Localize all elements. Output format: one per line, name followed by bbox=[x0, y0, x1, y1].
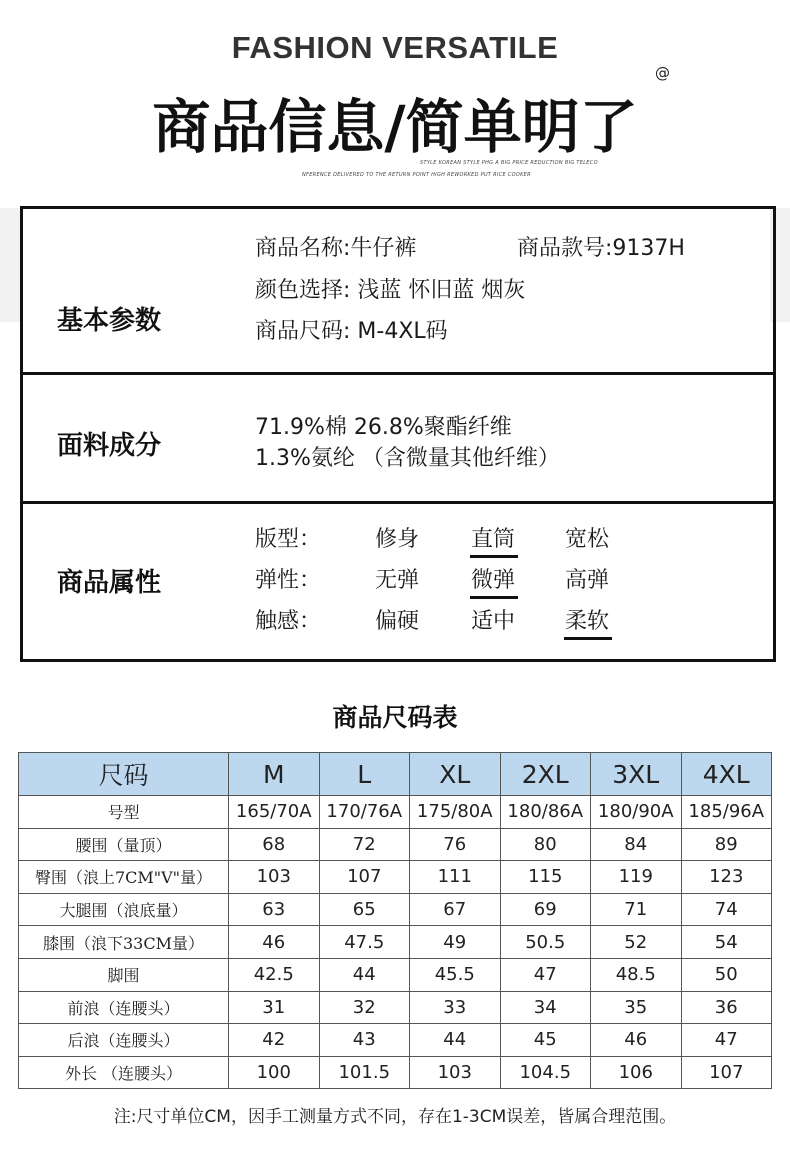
table-cell: 47.5 bbox=[319, 926, 410, 959]
table-cell: 44 bbox=[410, 1024, 501, 1057]
table-cell: 65 bbox=[319, 893, 410, 926]
table-row bbox=[19, 1024, 772, 1057]
product-name: 商品名称:牛仔裤 bbox=[255, 236, 417, 261]
decorative-text-1: STYLE KOREAN STYLE PHG A BIG PRICE REDUCTION BIG TELECO bbox=[420, 160, 598, 166]
section-fabric bbox=[23, 375, 773, 501]
section-label-basic: 基本参数 bbox=[57, 306, 162, 336]
size-header-row bbox=[19, 753, 772, 796]
selected-underline bbox=[470, 596, 518, 599]
table-cell: 31 bbox=[229, 991, 320, 1024]
table-cell: 46 bbox=[591, 1024, 682, 1057]
table-cell: 72 bbox=[319, 828, 410, 861]
table-cell: 54 bbox=[681, 926, 772, 959]
size-table bbox=[18, 752, 772, 1089]
attribute-option-selected: 微弹 bbox=[471, 568, 516, 593]
table-row bbox=[19, 861, 772, 894]
page-title: 商品信息/简单明了 bbox=[152, 93, 638, 161]
table-cell: 36 bbox=[681, 991, 772, 1024]
attribute-name: 触感： bbox=[255, 609, 322, 634]
attribute-option: 高弹 bbox=[565, 568, 610, 593]
header-size-label: 尺码 bbox=[19, 753, 229, 796]
table-cell: 103 bbox=[229, 861, 320, 894]
table-cell: 119 bbox=[591, 861, 682, 894]
table-cell: 49 bbox=[410, 926, 501, 959]
attribute-option: 无弹 bbox=[375, 568, 420, 593]
table-cell: 33 bbox=[410, 991, 501, 1024]
section-attributes bbox=[23, 504, 773, 659]
header-size: M bbox=[229, 753, 320, 796]
table-cell: 80 bbox=[500, 828, 591, 861]
header-size: L bbox=[319, 753, 410, 796]
attribute-option-selected: 直筒 bbox=[471, 527, 516, 552]
product-model: 商品款号:9137H bbox=[517, 236, 685, 261]
table-cell: 104.5 bbox=[500, 1056, 591, 1089]
table-cell: 45.5 bbox=[410, 958, 501, 991]
table-cell: 74 bbox=[681, 893, 772, 926]
table-cell: 185/96A bbox=[681, 796, 772, 829]
table-cell: 68 bbox=[229, 828, 320, 861]
attribute-name: 版型： bbox=[255, 527, 322, 552]
section-basic bbox=[23, 209, 773, 372]
title-en: FASHION VERSATILE bbox=[231, 30, 559, 65]
row-label: 后浪（连腰头） bbox=[19, 1024, 229, 1057]
section-label-attributes: 商品属性 bbox=[57, 568, 162, 598]
row-label: 膝围（浪下33CM量） bbox=[19, 926, 229, 959]
row-label: 外长 （连腰头） bbox=[19, 1056, 229, 1089]
attribute-option: 宽松 bbox=[565, 527, 610, 552]
section-label-fabric: 面料成分 bbox=[57, 431, 162, 461]
attribute-option: 偏硬 bbox=[375, 609, 420, 634]
table-cell: 42 bbox=[229, 1024, 320, 1057]
header-size: 2XL bbox=[500, 753, 591, 796]
table-row bbox=[19, 796, 772, 829]
side-band-left bbox=[0, 208, 20, 322]
row-label: 脚围 bbox=[19, 958, 229, 991]
table-cell: 76 bbox=[410, 828, 501, 861]
attribute-option: 修身 bbox=[375, 527, 420, 552]
table-row bbox=[19, 958, 772, 991]
decorative-text-2: NFERENCE DELIVERED TO THE RETURN POINT HIGH REWORKED PUT RICE COOKER bbox=[302, 172, 531, 178]
table-cell: 52 bbox=[591, 926, 682, 959]
table-cell: 46 bbox=[229, 926, 320, 959]
table-row bbox=[19, 893, 772, 926]
table-cell: 45 bbox=[500, 1024, 591, 1057]
attribute-option-selected: 柔软 bbox=[565, 609, 610, 634]
attribute-name: 弹性： bbox=[255, 568, 322, 593]
table-cell: 32 bbox=[319, 991, 410, 1024]
table-cell: 106 bbox=[591, 1056, 682, 1089]
table-cell: 47 bbox=[500, 958, 591, 991]
table-cell: 100 bbox=[229, 1056, 320, 1089]
table-row bbox=[19, 1056, 772, 1089]
table-cell: 44 bbox=[319, 958, 410, 991]
table-cell: 115 bbox=[500, 861, 591, 894]
row-label: 号型 bbox=[19, 796, 229, 829]
table-row bbox=[19, 991, 772, 1024]
selected-underline bbox=[564, 637, 612, 640]
table-cell: 34 bbox=[500, 991, 591, 1024]
table-row bbox=[19, 926, 772, 959]
table-cell: 69 bbox=[500, 893, 591, 926]
table-cell: 107 bbox=[319, 861, 410, 894]
attribute-option: 适中 bbox=[471, 609, 516, 634]
table-cell: 170/76A bbox=[319, 796, 410, 829]
table-cell: 35 bbox=[591, 991, 682, 1024]
table-row bbox=[19, 828, 772, 861]
table-cell: 50 bbox=[681, 958, 772, 991]
table-cell: 50.5 bbox=[500, 926, 591, 959]
table-cell: 67 bbox=[410, 893, 501, 926]
table-cell: 165/70A bbox=[229, 796, 320, 829]
fabric-line-1: 71.9%棉 26.8%聚酯纤维 bbox=[255, 415, 512, 440]
table-cell: 71 bbox=[591, 893, 682, 926]
table-cell: 47 bbox=[681, 1024, 772, 1057]
size-note: 注:尺寸单位CM，因手工测量方式不同，存在1-3CM误差，皆属合理范围。 bbox=[113, 1107, 677, 1127]
table-cell: 107 bbox=[681, 1056, 772, 1089]
row-label: 大腿围（浪底量） bbox=[19, 893, 229, 926]
row-label: 腰围（量顶） bbox=[19, 828, 229, 861]
info-box bbox=[20, 206, 776, 662]
table-cell: 123 bbox=[681, 861, 772, 894]
size-range: 商品尺码: M-4XL码 bbox=[255, 319, 448, 344]
color-options: 颜色选择: 浅蓝 怀旧蓝 烟灰 bbox=[255, 278, 526, 303]
size-chart-title: 商品尺码表 bbox=[332, 703, 458, 732]
table-cell: 84 bbox=[591, 828, 682, 861]
table-cell: 175/80A bbox=[410, 796, 501, 829]
selected-underline bbox=[470, 555, 518, 558]
header-size: XL bbox=[410, 753, 501, 796]
table-cell: 111 bbox=[410, 861, 501, 894]
table-cell: 43 bbox=[319, 1024, 410, 1057]
header-size: 4XL bbox=[681, 753, 772, 796]
table-cell: 101.5 bbox=[319, 1056, 410, 1089]
row-label: 臀围（浪上7CM"V"量） bbox=[19, 861, 229, 894]
header-size: 3XL bbox=[591, 753, 682, 796]
table-cell: 63 bbox=[229, 893, 320, 926]
table-cell: 48.5 bbox=[591, 958, 682, 991]
at-mark: @ bbox=[655, 64, 670, 82]
table-cell: 42.5 bbox=[229, 958, 320, 991]
row-label: 前浪（连腰头） bbox=[19, 991, 229, 1024]
table-cell: 89 bbox=[681, 828, 772, 861]
table-cell: 180/90A bbox=[591, 796, 682, 829]
table-cell: 180/86A bbox=[500, 796, 591, 829]
fabric-line-2: 1.3%氨纶 （含微量其他纤维） bbox=[255, 446, 560, 471]
table-cell: 103 bbox=[410, 1056, 501, 1089]
